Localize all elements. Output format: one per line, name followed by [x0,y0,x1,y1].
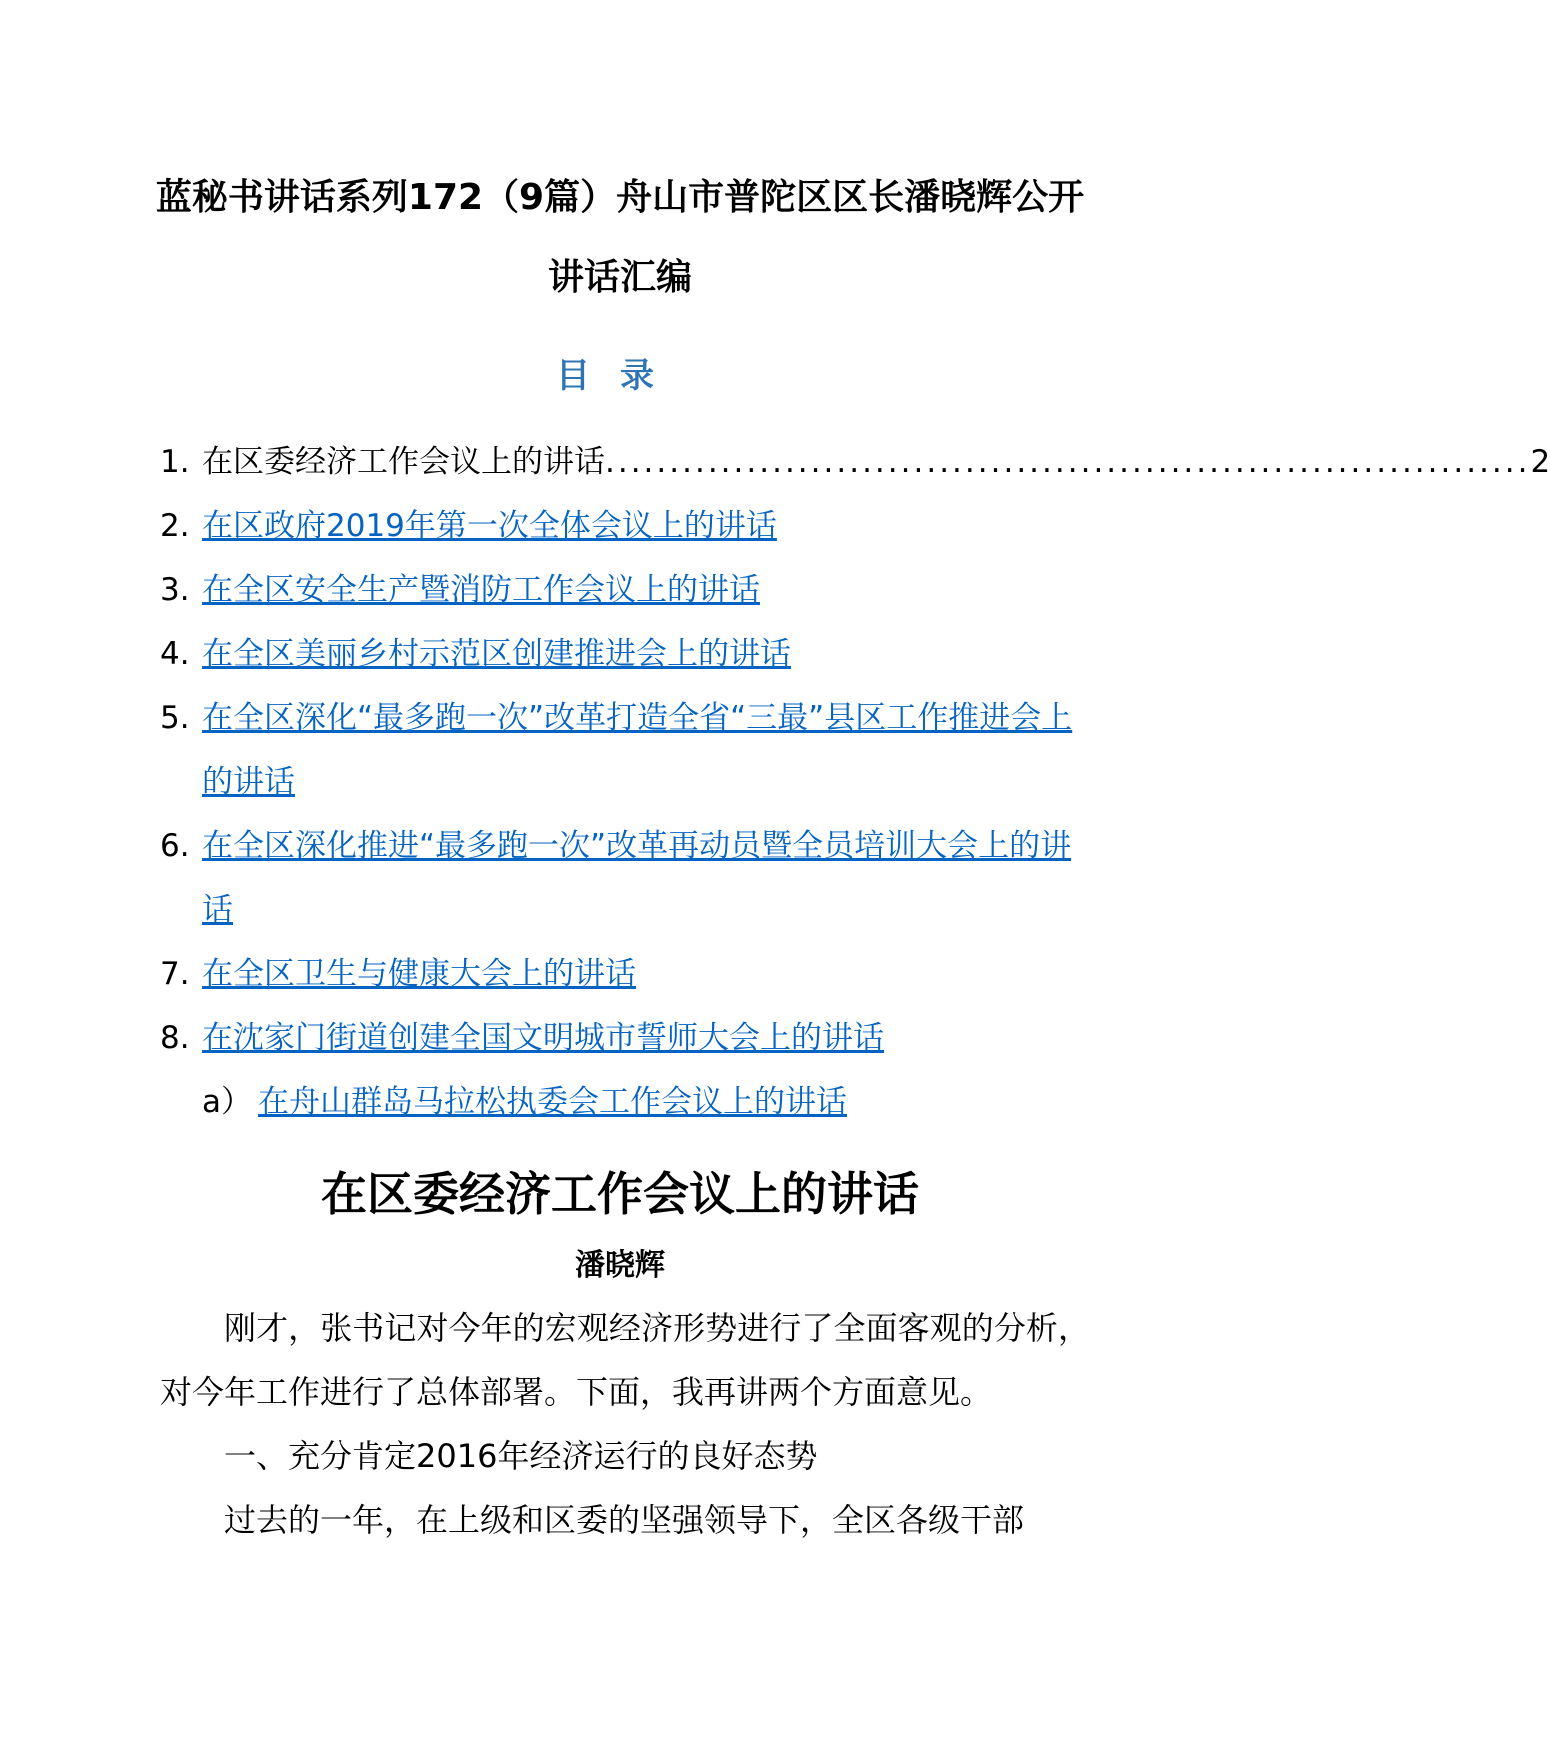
toc-item-7 [160,942,1090,1006]
toc-page-number: 2 [1530,444,1550,480]
section-author: 潘晓辉 [575,1248,665,1283]
section-body [160,1296,1090,1552]
toc-item-3 [160,558,1090,622]
toc-link[interactable]: 在区政府2019年第一次全体会议上的讲话 [202,508,777,544]
toc-entry[interactable] [202,430,1550,494]
toc-link[interactable]: 在沈家门街道创建全国文明城市誓师大会上的讲话 [202,1020,884,1056]
document-title-line2: 讲话汇编 [547,257,692,298]
toc-link[interactable]: 在舟山群岛马拉松执委会工作会议上的讲话 [258,1084,847,1120]
toc-item-number: 3. [160,572,190,608]
toc-item-8 [160,1006,1090,1070]
toc-item-5 [160,686,1090,814]
toc-heading: 目录 [556,356,684,396]
toc-item-2 [160,494,1090,558]
toc-item-6 [160,814,1090,942]
toc-link[interactable]: 在全区美丽乡村示范区创建推进会上的讲话 [202,636,791,672]
toc-item-label: 在区委经济工作会议上的讲话 [202,444,605,480]
body-paragraph: 过去的一年，在上级和区委的坚强领导下，全区各级干部 [224,1501,1025,1539]
toc-item-number: 5. [160,700,190,736]
toc-item-number: 1. [160,444,190,480]
toc-item-number: 8. [160,1020,190,1056]
section-title: 在区委经济工作会议上的讲话 [321,1167,919,1221]
document-title [150,158,1090,318]
toc-dot-leader: ........................................................................ [605,444,1531,480]
toc-sub-item-number: a） [202,1084,252,1120]
toc-item-4 [160,622,1090,686]
toc-link[interactable]: 在全区安全生产暨消防工作会议上的讲话 [202,572,760,608]
body-heading: 一、充分肯定2016年经济运行的良好态势 [224,1437,818,1475]
toc-sub-item-a [160,1070,1090,1134]
toc-item-number: 6. [160,828,190,864]
toc-item-number: 4. [160,636,190,672]
table-of-contents [160,430,1550,1134]
toc-item-1[interactable] [160,430,1550,494]
toc-link[interactable]: 在全区深化推进“最多跑一次”改革再动员暨全员培训大会上的讲话 [202,828,1072,928]
toc-item-number: 7. [160,956,190,992]
toc-item-number: 2. [160,508,190,544]
toc-link[interactable]: 在全区卫生与健康大会上的讲话 [202,956,636,992]
toc-link[interactable]: 在全区深化“最多跑一次”改革打造全省“三最”县区工作推进会上的讲话 [202,700,1073,800]
document-title-line1: 蓝秘书讲话系列172（9篇）舟山市普陀区区长潘晓辉公开 [155,177,1085,218]
body-paragraph: 刚才，张书记对今年的宏观经济形势进行了全面客观的分析，对今年工作进行了总体部署。下面，我再讲两个方面意见。 [160,1309,1090,1411]
